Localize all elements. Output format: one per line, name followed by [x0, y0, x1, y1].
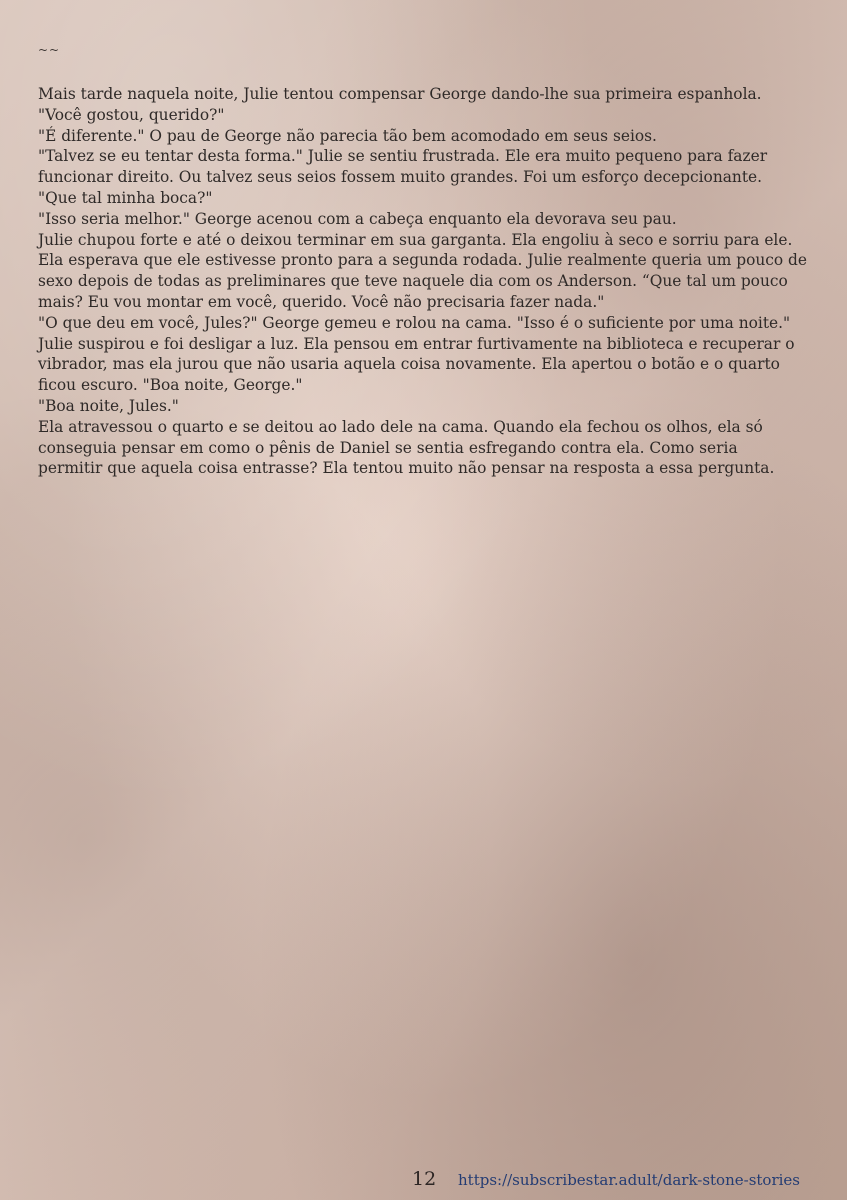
story-text	[38, 84, 812, 479]
text-line: "Boa noite, Jules."	[38, 396, 179, 415]
text-line: ficou escuro. "Boa noite, George."	[38, 376, 303, 395]
text-line: Ela esperava que ele estivesse pronto para a segunda rodada. Julie realmente queria um pouco de	[38, 251, 807, 270]
text-line: Julie suspirou e foi desligar a luz. Ela pensou em entrar furtivamente na biblioteca e recuperar o	[38, 334, 795, 353]
text-line: "Isso seria melhor." George acenou com a cabeça enquanto ela devorava seu pau.	[38, 209, 677, 228]
text-line: funcionar direito. Ou talvez seus seios fossem muito grandes. Foi um esforço decepcionante.	[38, 168, 763, 187]
text-line: "É diferente." O pau de George não parecia tão bem acomodado em seus seios.	[38, 126, 657, 145]
text-line: vibrador, mas ela jurou que não usaria aquela coisa novamente. Ela apertou o botão e o quarto	[38, 355, 780, 374]
scene-separator: ~~	[38, 43, 61, 57]
text-line: Ela atravessou o quarto e se deitou ao lado dele na cama. Quando ela fechou os olhos, ela só	[38, 417, 763, 436]
text-line: permitir que aquela coisa entrasse? Ela tentou muito não pensar na resposta a essa pergunta.	[38, 459, 775, 478]
text-line: conseguia pensar em como o pênis de Daniel se sentia esfregando contra ela. Como seria	[38, 438, 738, 457]
page-footer	[0, 1168, 847, 1192]
subscribestar-link[interactable]: https://subscribestar.adult/dark-stone-stories	[458, 1171, 800, 1189]
text-line: sexo depois de todas as preliminares que teve naquele dia com os Anderson. “Que tal um pouco	[38, 272, 788, 291]
page-number: 12	[412, 1168, 437, 1190]
text-line: mais? Eu vou montar em você, querido. Você não precisaria fazer nada."	[38, 292, 605, 311]
text-line: Julie chupou forte e até o deixou terminar em sua garganta. Ela engoliu à seco e sorriu para ele.	[38, 230, 793, 249]
text-line: "Você gostou, querido?"	[38, 105, 225, 124]
text-line: "Que tal minha boca?"	[38, 188, 213, 207]
text-line: "Talvez se eu tentar desta forma." Julie se sentiu frustrada. Ele era muito pequeno para fazer	[38, 147, 768, 166]
text-line: "O que deu em você, Jules?" George gemeu e rolou na cama. "Isso é o suficiente por uma noite."	[38, 313, 791, 332]
text-line: Mais tarde naquela noite, Julie tentou compensar George dando-lhe sua primeira espanhola.	[38, 85, 762, 103]
